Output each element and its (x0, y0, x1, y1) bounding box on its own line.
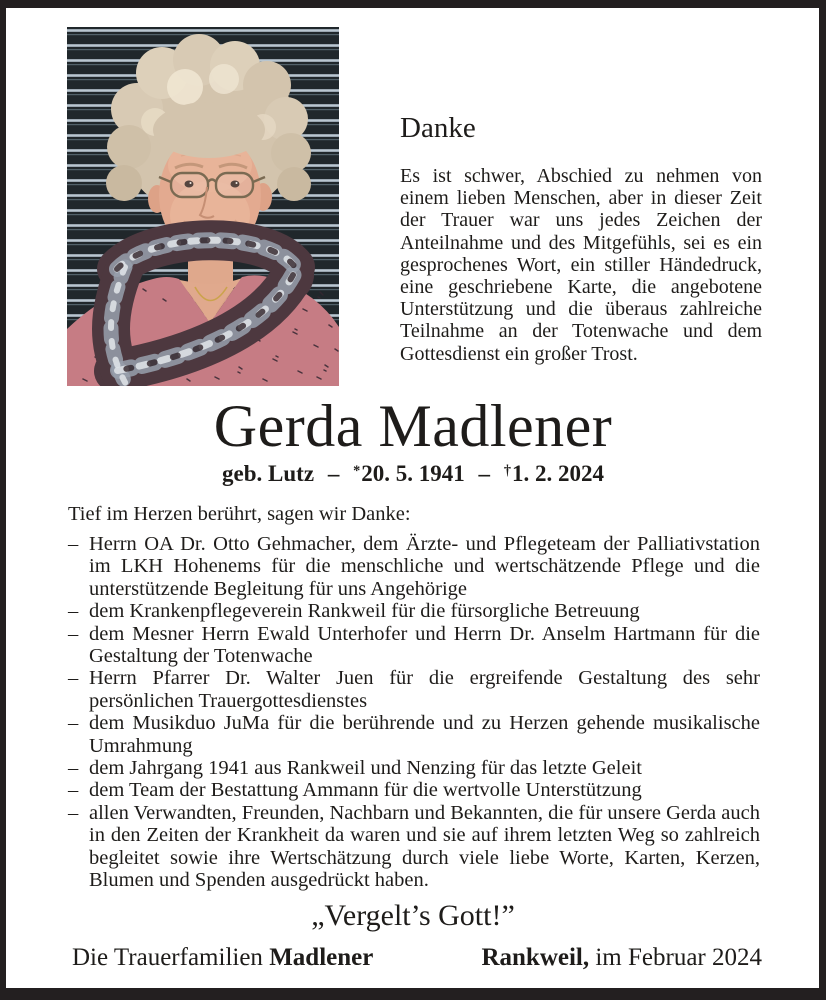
list-item-text: dem Musikduo JuMa für die berührende und zu Herzen gehende musikalische Umrahmung (89, 712, 760, 757)
mourning-families (72, 944, 373, 972)
families-prefix: Die Trauerfamilien (72, 944, 263, 971)
list-item (68, 757, 760, 779)
life-dates (0, 461, 826, 487)
list-item-text: dem Krankenpflegeverein Rankweil für die fürsorgliche Betreuung (89, 600, 640, 623)
list-item (68, 533, 760, 600)
dash-bullet: – (68, 801, 79, 824)
dash-bullet: – (68, 779, 79, 802)
dash-bullet: – (68, 667, 79, 690)
thanks-column (400, 112, 762, 365)
death-date: 1. 2. 2024 (511, 461, 604, 486)
acknowledgement-intro: Tief im Herzen berührt, sagen wir Danke: (68, 503, 411, 525)
dash-bullet: – (68, 600, 79, 623)
list-item (68, 802, 760, 892)
list-item-text: Herrn OA Dr. Otto Gehmacher, dem Ärzte- und Pflegeteam der Palliativstation im LKH Hohenems für die menschliche und wertschätzende Pflege und die unterstützende Begleitung für uns Angehörige (89, 533, 760, 600)
portrait-photo (67, 27, 339, 386)
dates-separator: – (327, 461, 340, 486)
dash-bullet: – (68, 712, 79, 735)
dates-separator: – (478, 461, 491, 486)
list-item-text: dem Mesner Herrn Ewald Unterhofer und Herrn Dr. Anselm Hartmann für die Gestaltung der Totenwache (89, 622, 760, 668)
list-item (68, 712, 760, 757)
dash-bullet: – (68, 622, 79, 645)
list-item (68, 623, 760, 668)
maiden-name: geb. Lutz (222, 461, 315, 486)
list-item (68, 600, 760, 622)
birth-star-symbol: * (353, 462, 361, 479)
list-item-text: dem Team der Bestattung Ammann für die wertvolle Unterstützung (89, 779, 642, 802)
list-item (68, 779, 760, 801)
thanks-heading: Danke (400, 112, 476, 144)
hair-fringe (153, 102, 265, 158)
place: Rankweil, (481, 944, 590, 971)
birth-date: 20. 5. 1941 (361, 461, 465, 486)
date: im Februar 2024 (595, 944, 762, 971)
thanks-paragraph: Es ist schwer, Abschied zu nehmen von einem lieben Menschen, aber in dieser Zeit der Trauer war uns jedes Zeichen der Anteilnahme und des Mitgefühls, sei es ein gesprochenes Wort, ein stiller Händedruck, eine geschriebene Karte, die angebotene Unterstützung und die überaus zahlreiche Teilnahme an der Totenwache und dem Gottesdienst ein großer Trost. (400, 165, 762, 365)
list-item-text: Herrn Pfarrer Dr. Walter Juen für die ergreifende Gestaltung des sehr persönlichen Trauergottesdienstes (89, 667, 760, 712)
signature-row (72, 944, 762, 972)
list-item (68, 667, 760, 712)
closing-quote: „Vergelt’s Gott!” (311, 899, 515, 932)
list-item-text: dem Jahrgang 1941 aus Rankweil und Nenzing für das letzte Geleit (89, 757, 642, 780)
place-and-date (481, 944, 762, 972)
acknowledgement-list (68, 533, 760, 892)
family-name: Madlener (269, 944, 374, 971)
deceased-name: Gerda Madlener (213, 393, 613, 459)
list-item-text: allen Verwandten, Freunden, Nachbarn und Bekannten, die für unsere Gerda auch in den Zeiten der Krankheit da waren und sie auf ihrem letzten Weg so zahlreich begleitet sowie ihre Wertschätzung durch viele liebe Worte, Karten, Kerzen, Blumen und Spenden ausgedrückt haben. (89, 801, 760, 892)
dash-bullet: – (68, 533, 79, 555)
dash-bullet: – (68, 757, 79, 780)
death-cross-symbol: † (503, 462, 511, 479)
